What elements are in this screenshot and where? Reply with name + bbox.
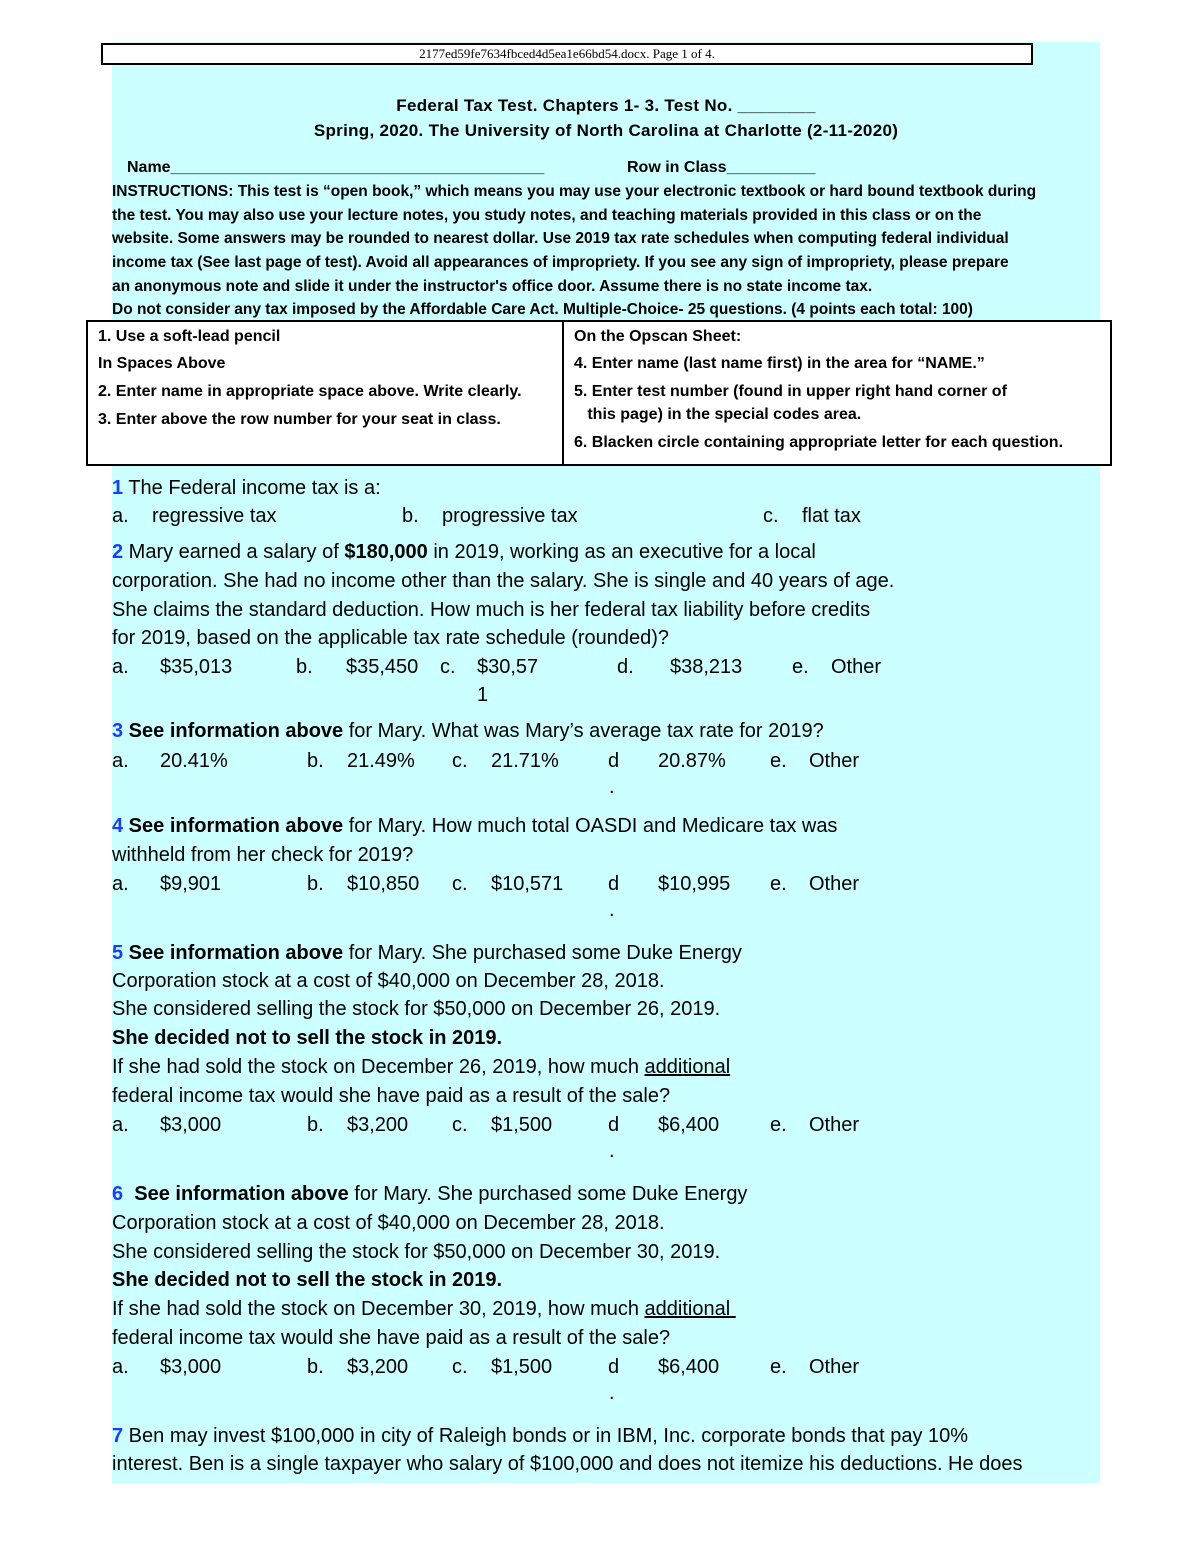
question-text: federal income tax would she have paid as a result of the sale?	[112, 1085, 671, 1107]
question-text-underlined: additional	[644, 1056, 731, 1078]
option-letter: d	[608, 1114, 620, 1136]
question-4	[112, 815, 837, 838]
option-value: $35,013	[160, 656, 233, 678]
option-value: $9,901	[160, 873, 222, 895]
option-value: $1,500	[491, 1114, 553, 1136]
option-letter: b.	[307, 750, 324, 772]
question-text: If she had sold the stock on December 30, 2019, how much	[112, 1298, 645, 1320]
option-letter: e.	[770, 1356, 787, 1378]
question-text: for Mary. She purchased some Duke Energy	[343, 942, 742, 964]
option-value: $6,400	[658, 1114, 720, 1136]
question-text-bold: See information above	[123, 942, 344, 964]
option-value-wrap: 1	[477, 684, 489, 706]
question-text-bold: She decided not to sell the stock in 2019.	[112, 1269, 503, 1291]
row-field: Row in Class__________	[627, 159, 816, 176]
instructions-table	[86, 320, 1112, 466]
table-divider	[562, 322, 564, 464]
table-cell: 1. Use a soft-lead pencil	[98, 328, 281, 345]
table-cell: 4. Enter name (last name first) in the area for “NAME.”	[574, 355, 985, 372]
instructions-line: Do not consider any tax imposed by the Affordable Care Act. Multiple-Choice- 25 questions. (4 points each total: 100)	[112, 301, 973, 318]
instructions-line: an anonymous note and slide it under the instructor's office door. Assume there is no state income tax.	[112, 278, 873, 295]
option-letter: b.	[307, 873, 324, 895]
option-value: $10,571	[491, 873, 564, 895]
answer-options	[112, 505, 1092, 531]
option-value: $3,000	[160, 1114, 222, 1136]
option-letter: e.	[770, 873, 787, 895]
question-text: interest. Ben is a single taxpayer who salary of $100,000 and does not itemize his deductions. He does	[112, 1453, 1023, 1475]
option-value: $3,200	[347, 1114, 409, 1136]
option-value: flat tax	[802, 505, 861, 527]
option-dot: .	[609, 1382, 615, 1404]
question-text: federal income tax would she have paid as a result of the sale?	[112, 1327, 671, 1349]
question-text: corporation. She had no income other than the salary. She is single and 40 years of age.	[112, 570, 895, 592]
option-letter: a.	[112, 505, 129, 527]
question-1	[112, 477, 381, 500]
instructions-line: INSTRUCTIONS: This test is “open book,” which means you may use your electronic textbook or hard bound textbook during	[112, 183, 1037, 200]
option-dot: .	[609, 899, 615, 921]
option-value: 21.71%	[491, 750, 559, 772]
option-value: $38,213	[670, 656, 743, 678]
question-text-underlined: additional	[644, 1298, 736, 1320]
option-value: 20.41%	[160, 750, 228, 772]
question-text: If she had sold the stock on December 26, 2019, how much	[112, 1056, 645, 1078]
option-dot: .	[609, 776, 615, 798]
question-text: She considered selling the stock for $50,000 on December 30, 2019.	[112, 1241, 721, 1263]
instructions-line: income tax (See last page of test). Avoid all appearances of impropriety. If you see any sign of impropriety, please prepare	[112, 254, 1009, 271]
question-number: 7	[112, 1425, 124, 1447]
test-subtitle: Spring, 2020. The University of North Carolina at Charlotte (2-11-2020)	[313, 121, 899, 140]
option-value: Other	[809, 750, 860, 772]
option-value: regressive tax	[152, 505, 277, 527]
answer-options	[112, 1114, 1092, 1162]
question-text-bold: See information above	[123, 815, 344, 837]
answer-options	[112, 873, 1092, 921]
option-value: 21.49%	[347, 750, 415, 772]
option-letter: c.	[452, 750, 468, 772]
option-value: $3,200	[347, 1356, 409, 1378]
question-text: The Federal income tax is a:	[123, 477, 381, 499]
table-cell: 2. Enter name in appropriate space above. Write clearly.	[98, 383, 522, 400]
option-value: $1,500	[491, 1356, 553, 1378]
document-header: 2177ed59fe7634fbced4d5ea1e66bd54.docx. Page 1 of 4.	[101, 43, 1033, 65]
option-letter: d.	[617, 656, 634, 678]
instructions-line: website. Some answers may be rounded to nearest dollar. Use 2019 tax rate schedules when computing federal individual	[112, 230, 1009, 247]
question-number: 2	[112, 541, 124, 563]
question-text: for Mary. She purchased some Duke Energy	[348, 1183, 748, 1205]
question-text: Ben may invest $100,000 in city of Raleigh bonds or in IBM, Inc. corporate bonds that pay 10%	[123, 1425, 969, 1447]
question-number: 1	[112, 477, 124, 499]
question-text: for Mary. What was Mary’s average tax rate for 2019?	[343, 720, 824, 742]
question-6	[112, 1183, 747, 1206]
table-cell: In Spaces Above	[98, 355, 226, 372]
question-text: Corporation stock at a cost of $40,000 on December 28, 2018.	[112, 1212, 665, 1234]
option-value: $35,450	[346, 656, 419, 678]
question-text-bold: $180,000	[344, 541, 428, 563]
question-text-bold: See information above	[123, 720, 344, 742]
option-value: Other	[809, 1114, 860, 1136]
question-text: in 2019, working as an executive for a local	[427, 541, 816, 563]
question-7	[112, 1425, 968, 1448]
option-letter: c.	[440, 656, 456, 678]
answer-options	[112, 1356, 1092, 1404]
option-letter: e.	[792, 656, 809, 678]
option-value: 20.87%	[658, 750, 726, 772]
question-text: Corporation stock at a cost of $40,000 on December 28, 2018.	[112, 970, 665, 992]
answer-options	[112, 750, 1092, 798]
answer-options	[112, 656, 1092, 706]
option-letter: a.	[112, 873, 129, 895]
option-letter: a.	[112, 750, 129, 772]
option-value: $10,995	[658, 873, 731, 895]
option-value: progressive tax	[442, 505, 578, 527]
question-text: Mary earned a salary of	[123, 541, 345, 563]
option-letter: d	[608, 873, 620, 895]
option-value: $6,400	[658, 1356, 720, 1378]
question-5	[112, 942, 742, 965]
question-3	[112, 720, 824, 743]
question-text: for 2019, based on the applicable tax rate schedule (rounded)?	[112, 627, 670, 649]
option-letter: c.	[452, 1114, 468, 1136]
question-text-bold: She decided not to sell the stock in 2019.	[112, 1027, 503, 1049]
option-letter: c.	[452, 1356, 468, 1378]
question-text-bold: See information above	[123, 1183, 349, 1205]
option-letter: e.	[770, 750, 787, 772]
option-letter: c.	[452, 873, 468, 895]
question-text: withheld from her check for 2019?	[112, 844, 414, 866]
option-value: $3,000	[160, 1356, 222, 1378]
option-letter: a.	[112, 656, 129, 678]
option-letter: b.	[402, 505, 419, 527]
option-letter: d	[608, 750, 620, 772]
question-text	[112, 1056, 730, 1079]
question-text: She claims the standard deduction. How much is her federal tax liability before credits	[112, 599, 871, 621]
question-number: 5	[112, 942, 124, 964]
question-2	[112, 541, 816, 564]
instructions-line: the test. You may also use your lecture notes, you study notes, and teaching materials provided in this class or on the	[112, 207, 982, 224]
question-text: for Mary. How much total OASDI and Medicare tax was	[343, 815, 838, 837]
option-letter: d	[608, 1356, 620, 1378]
question-number: 4	[112, 815, 124, 837]
option-letter: a.	[112, 1114, 129, 1136]
question-number: 6	[112, 1183, 124, 1205]
question-number: 3	[112, 720, 124, 742]
table-cell: this page) in the special codes area.	[574, 406, 862, 423]
table-cell: 5. Enter test number (found in upper right hand corner of	[574, 383, 1007, 400]
option-value: $30,57	[477, 656, 539, 678]
option-letter: b.	[307, 1356, 324, 1378]
table-cell: On the Opscan Sheet:	[574, 328, 742, 345]
test-title: Federal Tax Test. Chapters 1- 3. Test No. ________	[396, 96, 816, 115]
name-field: Name__________________________________________	[127, 159, 545, 176]
option-dot: .	[609, 1140, 615, 1162]
option-value: $10,850	[347, 873, 420, 895]
option-value: Other	[831, 656, 882, 678]
table-cell: 3. Enter above the row number for your seat in class.	[98, 411, 501, 428]
option-value: Other	[809, 873, 860, 895]
option-letter: e.	[770, 1114, 787, 1136]
option-value: Other	[809, 1356, 860, 1378]
option-letter: c.	[763, 505, 779, 527]
table-cell: 6. Blacken circle containing appropriate letter for each question.	[574, 434, 1064, 451]
question-text	[112, 1298, 736, 1321]
option-letter: a.	[112, 1356, 129, 1378]
option-letter: b.	[296, 656, 313, 678]
question-text: She considered selling the stock for $50,000 on December 26, 2019.	[112, 998, 721, 1020]
option-letter: b.	[307, 1114, 324, 1136]
